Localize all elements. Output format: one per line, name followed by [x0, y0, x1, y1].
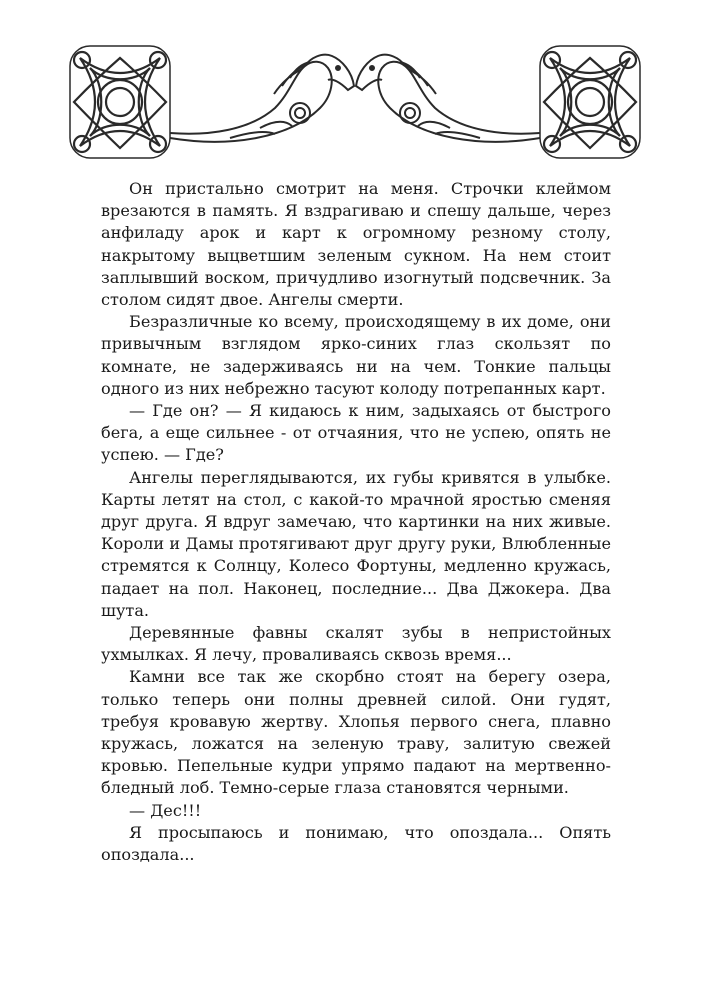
paragraph: Безразличные ко всему, происходящему в их доме, они привычным взглядом ярко-синих глаз скользят по комнате, не задерживаясь ни на чем. Тонкие пальцы одного из них небрежно тасуют колоду потрепанных карт. — [101, 312, 611, 398]
header-ornament — [60, 38, 650, 168]
paragraph: Деревянные фавны скалят зубы в непристойных ухмылках. Я лечу, проваливаясь сквозь время... — [101, 623, 611, 665]
body-text — [101, 178, 611, 866]
dialogue-paragraph: — Дес!!! — [129, 800, 202, 820]
paragraph: Камни все так же скорбно стоят на берегу озера, только теперь они полны древней силой. Они гудят, требуя кровавую жертву. Хлопья первого снега, плавно кружась, ложатся на зеленую траву, залитую свежей кровью. Пепельные кудри упрямо падают на мертвенно-бледный лоб. Темно-серые глаза становятся черными. — [101, 667, 611, 798]
paragraph: Он пристально смотрит на меня. Строчки клеймом врезаются в память. Я вздрагиваю и спешу дальше, через анфиладу арок и карт к огромному резному столу, накрытому выцветшим зеленым сукном. На нем стоит заплывший воском, причудливо изогнутый подсвечник. За столом сидят двое. Ангелы смерти. — [101, 179, 611, 310]
paragraph: Я просыпаюсь и понимаю, что опоздала... Опять опоздала... — [101, 822, 611, 865]
right-celtic-knot-icon — [540, 46, 640, 158]
dialogue-paragraph: — Где он? — Я кидаюсь к ним, задыхаясь от быстрого бега, а еще сильнее - от отчаяния, что не успею, опять не успею. — Где? — [101, 401, 611, 465]
left-celtic-knot-icon — [70, 46, 170, 158]
paragraph: Ангелы переглядываются, их губы кривятся в улыбке. Карты летят на стол, с какой-то мрачной яростью сменяя друг друга. Я вдруг замечаю, что картинки на них живые. Короли и Дамы протягивают друг другу руки, Влюбленные стремятся к Солнцу, Колесо Фортуны, медленно кружась, падает на пол. Наконец, последние... Два Джокера. Два шута. — [101, 467, 611, 620]
right-horse-head-icon — [356, 55, 540, 142]
left-horse-head-icon — [170, 55, 354, 142]
